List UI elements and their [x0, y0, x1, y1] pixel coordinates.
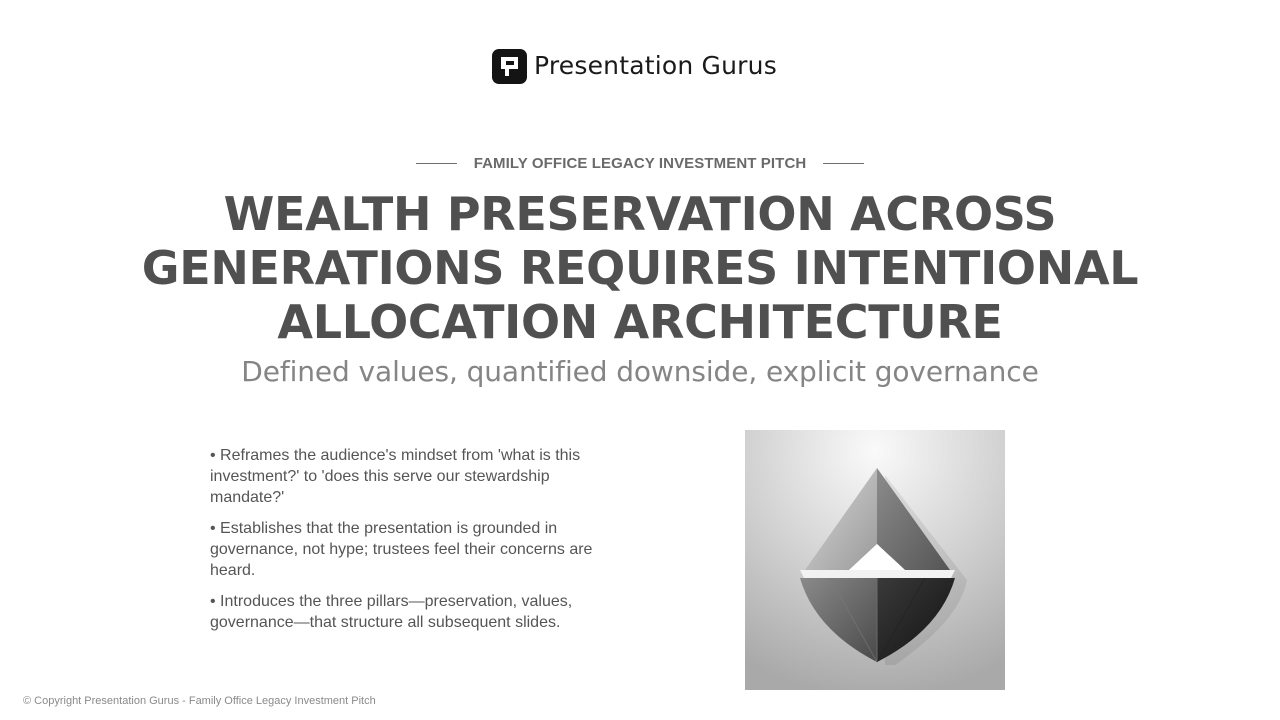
brand-name: Presentation Gurus — [534, 51, 777, 80]
eyebrow-label: FAMILY OFFICE LEGACY INVESTMENT PITCH — [473, 154, 807, 172]
bullet-item: • Introduces the three pillars—preservation, values, governance—that structure all subsequent slides. — [210, 593, 573, 631]
bullet-item: • Reframes the audience's mindset from 'what is this investment?' to 'does this serve our stewardship mandate?' — [210, 447, 581, 506]
slide-title: WEALTH PRESERVATION ACROSS GENERATIONS REQUIRES INTENTIONAL ALLOCATION ARCHITECTURE — [141, 187, 1139, 349]
presentation-gurus-logo-icon — [492, 49, 527, 84]
bullet-item: • Establishes that the presentation is grounded in governance, not hype; trustees feel their concerns are heard. — [210, 520, 593, 579]
eyebrow-header — [0, 151, 1280, 175]
slide-subtitle: Defined values, quantified downside, explicit governance — [241, 355, 1039, 388]
footer-copyright: © Copyright Presentation Gurus - Family Office Legacy Investment Pitch — [23, 695, 376, 707]
brand-logo — [492, 48, 777, 84]
eyebrow-rule-left — [416, 163, 457, 164]
bullet-list — [210, 445, 605, 643]
geometric-shield-illustration — [745, 430, 1005, 690]
eyebrow-rule-right — [823, 163, 864, 164]
